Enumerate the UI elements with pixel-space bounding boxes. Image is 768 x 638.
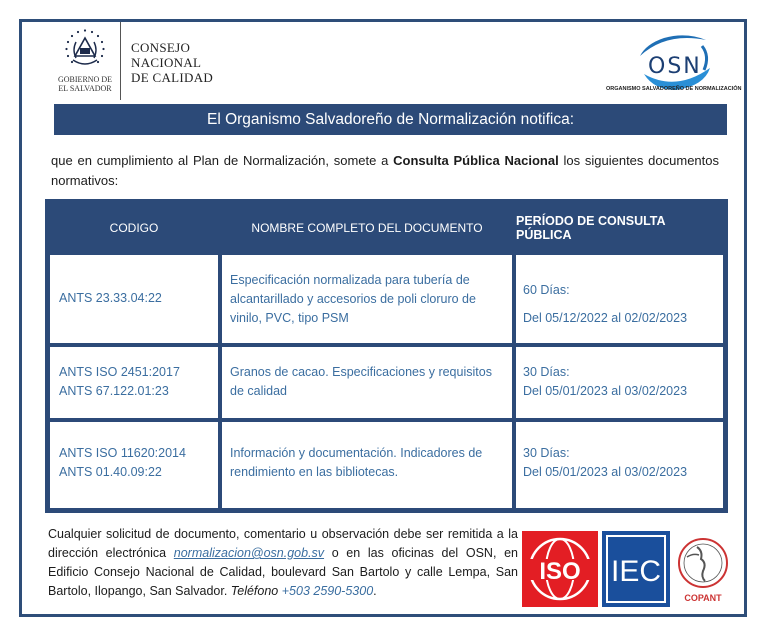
- iso-logo-text: ISO: [539, 558, 581, 585]
- row2-period-dates: Del 05/01/2023 al 03/02/2023: [523, 384, 688, 398]
- phone-label: Teléfono: [230, 584, 279, 598]
- intro-text-before: que en cumplimiento al Plan de Normalización, somete a: [51, 153, 394, 168]
- row3-code-1: ANTS ISO 11620:2014: [59, 446, 186, 460]
- footer-text-1: Cualquier solicitud de documento, comentario u observación debe ser remitida a la dirección electrónica: [48, 527, 518, 560]
- council-name-line1: CONSEJO: [131, 40, 191, 55]
- row2-period-cell: [516, 347, 723, 418]
- gov-text-line2: EL SALVADOR: [58, 84, 112, 93]
- copant-logo-text: COPANT: [684, 593, 722, 603]
- documents-table: [45, 199, 728, 513]
- row3-name-line1: Información y documentación. Indicadores de: [230, 446, 483, 460]
- row1-code-1: ANTS 23.33.04:22: [59, 291, 162, 305]
- row3-name-line2: rendimiento en las bibliotecas.: [230, 465, 399, 479]
- row2-code-1: ANTS ISO 2451:2017: [59, 365, 180, 379]
- intro-text-bold: Consulta Pública Nacional: [393, 153, 559, 168]
- email-link[interactable]: normalizacion@osn.gob.sv: [173, 546, 325, 560]
- contact-paragraph: [48, 525, 518, 601]
- row1-name-line3: vinilo, PVC, tipo PSM: [230, 311, 349, 325]
- council-name-line2: NACIONAL: [131, 55, 202, 70]
- osn-logo-text: OSN: [648, 54, 702, 79]
- footer-end: .: [373, 584, 377, 598]
- iso-logo: [522, 531, 598, 607]
- row1-period-cell: [516, 255, 723, 343]
- iec-logo-text: IEC: [610, 555, 662, 588]
- council-name: [131, 40, 213, 85]
- gov-text-line1: GOBIERNO DE: [58, 75, 112, 84]
- row3-period-cell: [516, 422, 723, 508]
- row2-name-cell: [222, 347, 512, 418]
- row1-name-cell: [222, 255, 512, 343]
- row3-period-dates: Del 05/01/2023 al 03/02/2023: [523, 465, 688, 479]
- iec-logo: [602, 531, 670, 607]
- row2-name-line2: de calidad: [230, 384, 287, 398]
- osn-caption: ORGANISMO SALVADOREÑO DE NORMALIZACIÓN: [606, 86, 742, 92]
- header-name: NOMBRE COMPLETO DEL DOCUMENTO: [222, 204, 512, 251]
- council-name-line3: DE CALIDAD: [131, 70, 214, 85]
- footer-text-2: o en las oficinas del OSN, en Edificio Consejo Nacional de Calidad, boulevard San Bartolo y calle Lempa, San Bartolo, Ilopango, San Salvador.: [48, 546, 518, 598]
- row2-name-line1: Granos de cacao. Especificaciones y requisitos: [230, 365, 492, 379]
- row1-code-cell: [50, 255, 218, 343]
- row2-code-cell: [50, 347, 218, 418]
- copant-logo: [673, 531, 733, 607]
- intro-paragraph: [51, 151, 719, 191]
- row2-period-days: 30 Días:: [523, 365, 570, 379]
- intro-text-after: los siguientes documentos normativos:: [51, 153, 719, 188]
- row1-period-dates: Del 05/12/2022 al 02/02/2023: [523, 311, 688, 325]
- row1-period-days: 60 Días:: [523, 283, 570, 297]
- header-period: PERÍODO DE CONSULTA PÚBLICA: [516, 204, 723, 251]
- row3-name-cell: [222, 422, 512, 508]
- row3-period-days: 30 Días:: [523, 446, 570, 460]
- header-divider: [120, 22, 121, 100]
- row1-name-line1: Especificación normalizada para tubería de: [230, 273, 470, 287]
- row3-code-cell: [50, 422, 218, 508]
- phone-number: +503 2590-5300: [281, 584, 374, 598]
- notification-banner: El Organismo Salvadoreño de Normalización notifica:: [54, 104, 727, 135]
- row3-code-2: ANTS 01.40.09:22: [59, 465, 162, 479]
- row2-code-2: ANTS 67.122.01:23: [59, 384, 169, 398]
- coat-of-arms-icon: [63, 28, 107, 74]
- government-logo: [54, 28, 116, 98]
- row1-name-line2: alcantarillado y accesorios de poli cloruro de: [230, 292, 476, 306]
- header-code: CODIGO: [50, 204, 218, 251]
